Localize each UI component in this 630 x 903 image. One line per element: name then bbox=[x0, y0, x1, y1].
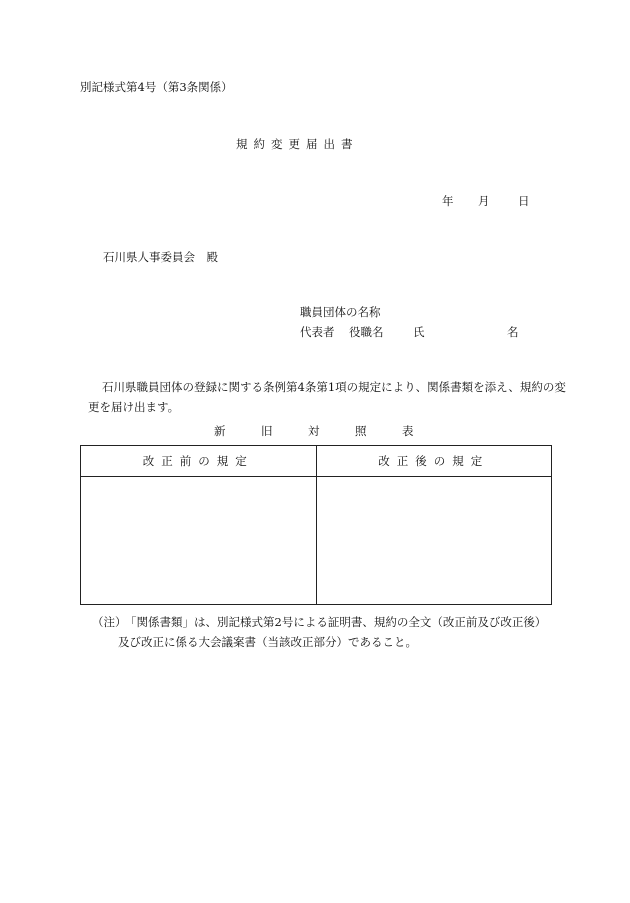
organization-name-label: 職員団体の名称 bbox=[300, 305, 381, 319]
form-number: 別記様式第4号（第3条関係） bbox=[80, 80, 233, 94]
name-label-family: 氏 bbox=[413, 325, 425, 339]
date-line bbox=[442, 193, 530, 209]
comparison-title-char: 表 bbox=[402, 424, 414, 438]
header-after-revision: 改正後の規定 bbox=[316, 446, 552, 477]
date-month-label: 月 bbox=[478, 194, 490, 208]
comparison-title-char: 旧 bbox=[261, 424, 273, 438]
note bbox=[92, 612, 562, 652]
document-title: 規約変更届出書 bbox=[236, 137, 359, 151]
header-before-revision: 改正前の規定 bbox=[81, 446, 317, 477]
comparison-title-char: 新 bbox=[214, 424, 226, 438]
comparison-title-char: 照 bbox=[355, 424, 367, 438]
note-line-2: 及び改正に係る大会議案書（当該改正部分）であること。 bbox=[118, 635, 417, 649]
date-year-label: 年 bbox=[442, 194, 454, 208]
addressee: 石川県人事委員会 殿 bbox=[103, 250, 218, 264]
name-label-given: 名 bbox=[507, 325, 519, 339]
body-text: 石川県職員団体の登録に関する条例第4条第1項の規定により、関係書類を添え、規約の変更を届け出ます。 bbox=[88, 380, 566, 414]
comparison-title-char: 対 bbox=[308, 424, 320, 438]
position-label: 役職名 bbox=[349, 325, 384, 339]
note-label: （注） bbox=[92, 615, 127, 629]
comparison-table bbox=[80, 445, 552, 605]
comparison-table-title bbox=[214, 423, 414, 439]
cell-before-revision bbox=[81, 477, 317, 605]
note-line-1: 「関係書類」は、別記様式第2号による証明書、規約の全文（改正前及び改正後） bbox=[125, 615, 547, 629]
cell-after-revision bbox=[316, 477, 552, 605]
date-day-label: 日 bbox=[518, 194, 530, 208]
representative-label: 代表者 bbox=[300, 325, 335, 339]
representative-line bbox=[300, 324, 519, 340]
